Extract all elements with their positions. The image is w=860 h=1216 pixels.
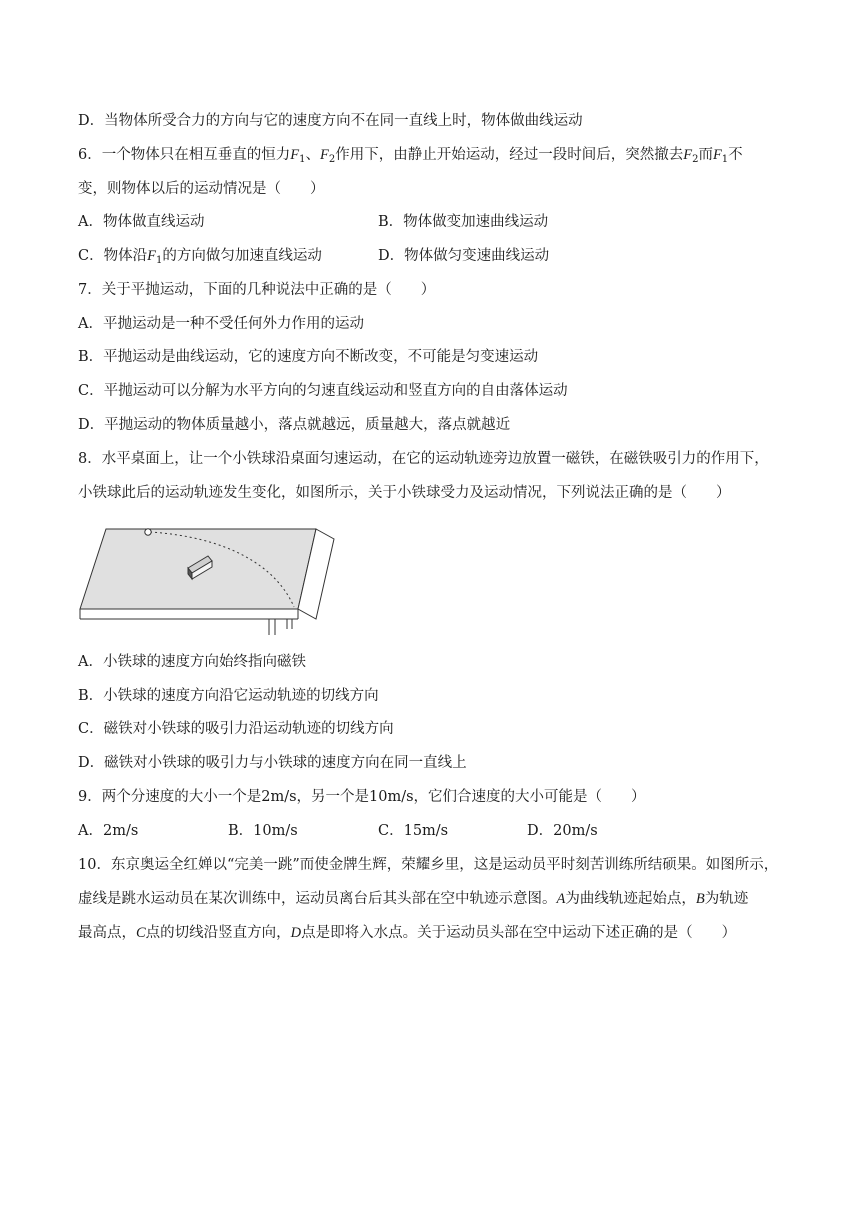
q10-text: 最高点， <box>78 925 136 941</box>
table-magnet-figure <box>76 525 346 637</box>
q7-stem: 7．关于平抛运动，下面的几种说法中正确的是（ ） <box>78 282 436 298</box>
q9-option-d: D．20m/s <box>527 823 598 839</box>
q6-text: 6．一个物体只在相互垂直的恒力 <box>78 147 291 163</box>
q8-stem-line2: 小铁球此后的运动轨迹发生变化，如图所示，关于小铁球受力及运动情况，下列说法正确的是（ ） <box>78 485 731 501</box>
prev-option-d: D．当物体所受合力的方向与它的速度方向不在同一直线上时，物体做曲线运动 <box>78 113 583 129</box>
q10-text: 为曲线轨迹起始点， <box>565 891 696 907</box>
q9-option-a: A．2m/s <box>78 823 139 839</box>
q6-force: F <box>290 147 300 163</box>
q6-text: 不 <box>728 147 743 163</box>
q6-sub: 1 <box>155 255 163 266</box>
q10-text: 点是即将入水点。关于运动员头部在空中运动下述正确的是（ ） <box>301 925 737 941</box>
q6-sub: 1 <box>299 154 306 165</box>
q9-stem: 9．两个分速度的大小一个是2m/s，另一个是10m/s，它们合速度的大小可能是（ ） <box>78 789 646 805</box>
point-d-label: D <box>290 925 302 941</box>
point-a-label: A <box>556 891 566 907</box>
q7-option-d: D．平抛运动的物体质量越小，落点就越远，质量越大，落点就越近 <box>78 417 511 433</box>
q6-option-c <box>78 246 322 271</box>
q6-force: F <box>683 147 693 163</box>
q6-force: F <box>147 248 156 264</box>
iron-ball <box>145 529 151 535</box>
q6-force: F <box>319 147 329 163</box>
q8-stem-line1: 8．水平桌面上，让一个小铁球沿桌面匀速运动，在它的运动轨迹旁边放置一磁铁，在磁铁吸引力的作用下， <box>78 451 769 467</box>
q6-sep: 、 <box>305 147 320 163</box>
q7-option-b: B．平抛运动是曲线运动，它的速度方向不断改变，不可能是匀变速运动 <box>78 349 539 365</box>
q6-option-d: D．物体做匀变速曲线运动 <box>378 248 550 264</box>
q10-stem-line2 <box>78 889 748 909</box>
q6-option-a: A．物体做直线运动 <box>78 214 205 230</box>
q6-option-b: B．物体做变加速曲线运动 <box>378 214 549 230</box>
q6-force: F <box>712 147 722 163</box>
q10-stem-line3 <box>78 923 736 943</box>
q10-text: 虚线是跳水运动员在某次训练中，运动员离台后其头部在空中轨迹示意图。 <box>78 891 557 907</box>
q10-text: 点的切线沿竖直方向， <box>145 925 291 941</box>
q6-text: 作用下，由静止开始运动，经过一段时间后，突然撤去 <box>335 147 684 163</box>
q6-opt-c-text: C．物体沿 <box>78 248 148 264</box>
q6-stem-line2: 变，则物体以后的运动情况是（ ） <box>78 181 325 197</box>
q6-sub: 2 <box>328 154 336 165</box>
q6-opt-c-text: 的方向做匀加速直线运动 <box>162 248 322 264</box>
q7-option-a: A．平抛运动是一种不受任何外力作用的运动 <box>78 316 364 332</box>
q6-stem-line1 <box>78 145 743 170</box>
q6-text: 而 <box>698 147 713 163</box>
q8-option-b: B．小铁球的速度方向沿它运动轨迹的切线方向 <box>78 688 379 704</box>
q8-option-a: A．小铁球的速度方向始终指向磁铁 <box>78 654 306 670</box>
q6-sub: 1 <box>721 154 729 165</box>
point-b-label: B <box>695 891 705 907</box>
q10-stem-line1: 10．东京奥运全红婵以“完美一跳”而使金牌生辉，荣耀乡里，这是运动员平时刻苦训练所结硕果。如图所示， <box>78 857 779 873</box>
q10-text: 为轨迹 <box>704 891 749 907</box>
q7-option-c: C．平抛运动可以分解为水平方向的匀速直线运动和竖直方向的自由落体运动 <box>78 383 568 399</box>
q8-option-d: D．磁铁对小铁球的吸引力与小铁球的速度方向在同一直线上 <box>78 755 467 771</box>
point-c-label: C <box>136 925 146 941</box>
q9-option-b: B．10m/s <box>228 823 298 839</box>
q8-option-c: C．磁铁对小铁球的吸引力沿运动轨迹的切线方向 <box>78 721 394 737</box>
q9-option-c: C．15m/s <box>378 823 449 839</box>
q6-sub: 2 <box>692 154 699 165</box>
